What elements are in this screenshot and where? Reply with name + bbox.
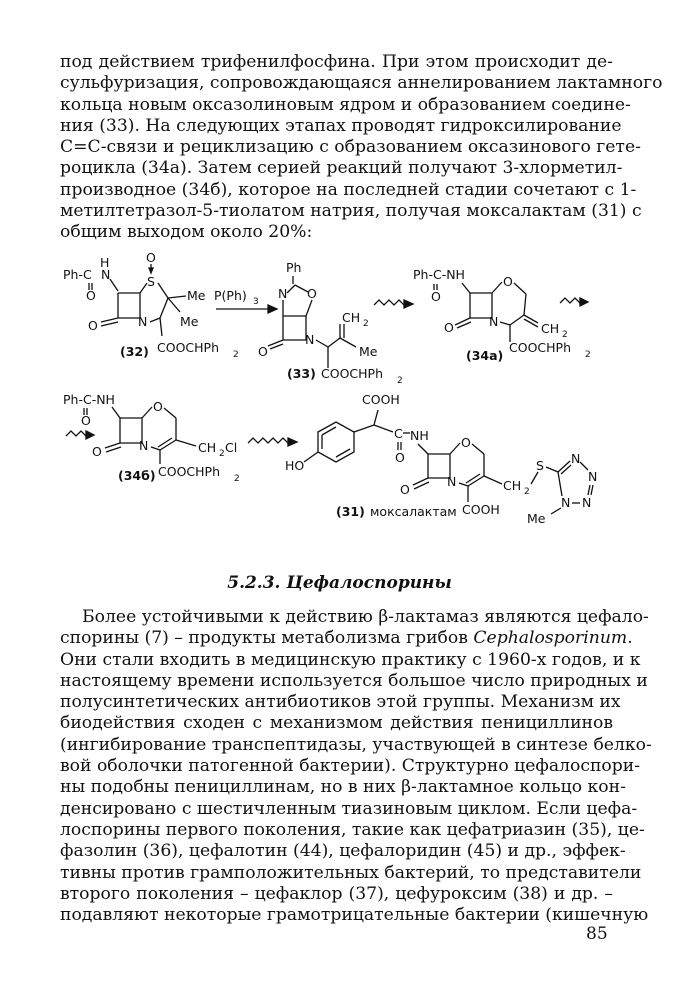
atom-label: COOCHPh xyxy=(158,464,220,479)
atom-label: N xyxy=(588,469,598,484)
page-number: 85 xyxy=(586,924,608,944)
atom-label: N xyxy=(138,314,148,329)
atom-subscript: 2 xyxy=(363,319,369,329)
atom-label: N xyxy=(139,438,149,453)
atom-label: Me xyxy=(187,288,206,303)
text-line: тивны против грамположительных бактерий, то представители xyxy=(60,862,642,883)
text-line: производное (34б), которое на последней стадии сочетают с 1- xyxy=(60,179,637,200)
text-line: Более устойчивыми к действию β-лактамаз являются цефало- xyxy=(82,607,649,627)
text-line: C=C-связи и рециклизацию с образованием оксазинового гете- xyxy=(60,137,641,158)
atom-label: S xyxy=(147,274,155,289)
atom-subscript: 2 xyxy=(562,330,568,340)
text-line: ны подобны пенициллинам, но в них β-лактамное кольцо кон- xyxy=(60,777,626,798)
reagent-subscript: 3 xyxy=(253,297,259,307)
atom-label: O xyxy=(81,413,91,428)
text-line: фазолин (36), цефалотин (44), цефалоридин (45) и др., эффек- xyxy=(60,841,626,862)
text-line: вой оболочки патогенной бактерии). Структурно цефалоспори- xyxy=(60,756,641,777)
atom-label: Me xyxy=(359,344,378,359)
atom-label: CH xyxy=(503,478,522,493)
reagent-label: P(Ph) xyxy=(214,288,247,303)
compound-label: (34a) xyxy=(466,348,504,363)
atom-label: O xyxy=(258,344,268,359)
paragraph-synthesis xyxy=(60,52,663,244)
atom-label: S xyxy=(536,458,544,473)
text-line: под действием трифенилфосфина. При этом происходит де- xyxy=(60,52,613,72)
compound-34b-structure xyxy=(63,392,240,484)
atom-label: O xyxy=(86,288,96,303)
atom-label: CH xyxy=(342,310,361,325)
atom-label: O xyxy=(146,250,156,265)
text-line: Они стали входить в медицинскую практику с 1960-х годов, и к xyxy=(60,649,641,670)
atom-subscript: 2 xyxy=(397,376,403,386)
atom-label: Me xyxy=(180,314,199,329)
atom-label: N xyxy=(447,474,457,489)
atom-label: N xyxy=(278,286,288,301)
atom-label: Ph-C-NH xyxy=(413,267,465,282)
compound-label: (31) xyxy=(336,504,365,519)
atom-label: O xyxy=(307,286,317,301)
atom-label: Cl xyxy=(225,440,238,455)
compound-34a-structure xyxy=(413,267,591,363)
atom-label: H xyxy=(100,255,110,270)
atom-label: COOH xyxy=(462,502,500,517)
atom-label: O xyxy=(503,274,513,289)
reaction-arrow-pph3 xyxy=(214,288,277,313)
atom-label: C xyxy=(394,426,403,441)
compound-32-structure xyxy=(63,250,239,360)
atom-label: O xyxy=(92,444,102,459)
atom-label: O xyxy=(88,318,98,333)
atom-label: COOCHPh xyxy=(321,366,383,381)
atom-label: COOCHPh xyxy=(509,340,571,355)
atom-label: COOCHPh xyxy=(157,340,219,355)
multistep-arrow xyxy=(374,300,413,308)
text-line: общим выходом около 20%: xyxy=(60,222,313,243)
paragraph-cephalosporins xyxy=(60,607,652,926)
compound-33-structure xyxy=(258,260,403,386)
section-heading: 5.2.3. Цефалоспорины xyxy=(227,573,452,593)
atom-label: O xyxy=(461,435,471,450)
compound-label: (33) xyxy=(287,366,316,381)
atom-label: Ph-C xyxy=(63,267,92,282)
compound-name: моксалактам xyxy=(370,504,457,519)
text-line: ния (33). На следующих этапах проводят гидроксилирование xyxy=(60,115,622,136)
atom-label: O xyxy=(431,289,441,304)
text-line: подавляют некоторые грамотрицательные бактерии (кишечную xyxy=(60,905,649,926)
atom-label: N xyxy=(101,267,111,282)
text-line: настоящему времени используется большое число природных и xyxy=(60,670,648,691)
atom-label: Ph xyxy=(286,260,302,275)
compound-label: (32) xyxy=(120,344,149,359)
atom-label: Me xyxy=(527,511,546,526)
atom-label: O xyxy=(395,450,405,465)
atom-subscript: 2 xyxy=(585,350,591,360)
atom-label: N xyxy=(582,495,592,510)
text-line: сульфуризация, сопровождающаяся аннелированием лактамного xyxy=(60,73,663,94)
atom-subscript: 2 xyxy=(234,474,240,484)
text-line: (ингибирование транспептидазы, участвующей в синтезе белко- xyxy=(60,734,652,755)
compound-31-structure xyxy=(285,392,597,526)
compound-label: (34б) xyxy=(118,468,156,483)
text-line: лоспорины первого поколения, такие как цефатриазин (35), це- xyxy=(60,819,645,840)
atom-label: COOH xyxy=(362,392,400,407)
atom-label: CH xyxy=(198,440,217,455)
multistep-arrow xyxy=(248,438,297,446)
genus-name: Cephalosporinum xyxy=(473,628,628,649)
atom-label: O xyxy=(400,482,410,497)
atom-subscript: 2 xyxy=(524,487,530,497)
text-line: спорины (7) – продукты метаболизма грибов Cephalosporinum. xyxy=(60,628,633,649)
multistep-arrow xyxy=(560,298,588,306)
text-line: метилтетразол-5-тиолатом натрия, получая моксалактам (31) с xyxy=(60,201,642,222)
text-line: денсировано с шестичленным тиазиновым циклом. Если цефа- xyxy=(60,798,638,819)
atom-label: O xyxy=(444,320,454,335)
text-line: кольца новым оксазолиновым ядром и образованием соедине- xyxy=(60,94,631,115)
atom-label: N xyxy=(489,314,499,329)
atom-label: N xyxy=(561,495,571,510)
atom-subscript: 2 xyxy=(219,449,225,459)
text-line: полусинтетических антибиотиков этой группы. Механизм их xyxy=(60,692,621,713)
text-line: второго поколения – цефаклор (37), цефуроксим (38) и др. – xyxy=(60,883,613,904)
atom-label: CH xyxy=(541,321,560,336)
atom-subscript: 2 xyxy=(233,350,239,360)
atom-label: Ph-C-NH xyxy=(63,392,115,407)
atom-label: NH xyxy=(410,428,429,443)
atom-label: HO xyxy=(285,458,305,473)
text-line: биодействия сходен с механизмом действия пенициллинов xyxy=(60,713,613,734)
atom-label: O xyxy=(153,399,163,414)
atom-label: N xyxy=(571,451,581,466)
atom-label: N xyxy=(305,332,315,347)
text-line: роцикла (34а). Затем серией реакций получают 3-хлорметил- xyxy=(60,158,623,179)
